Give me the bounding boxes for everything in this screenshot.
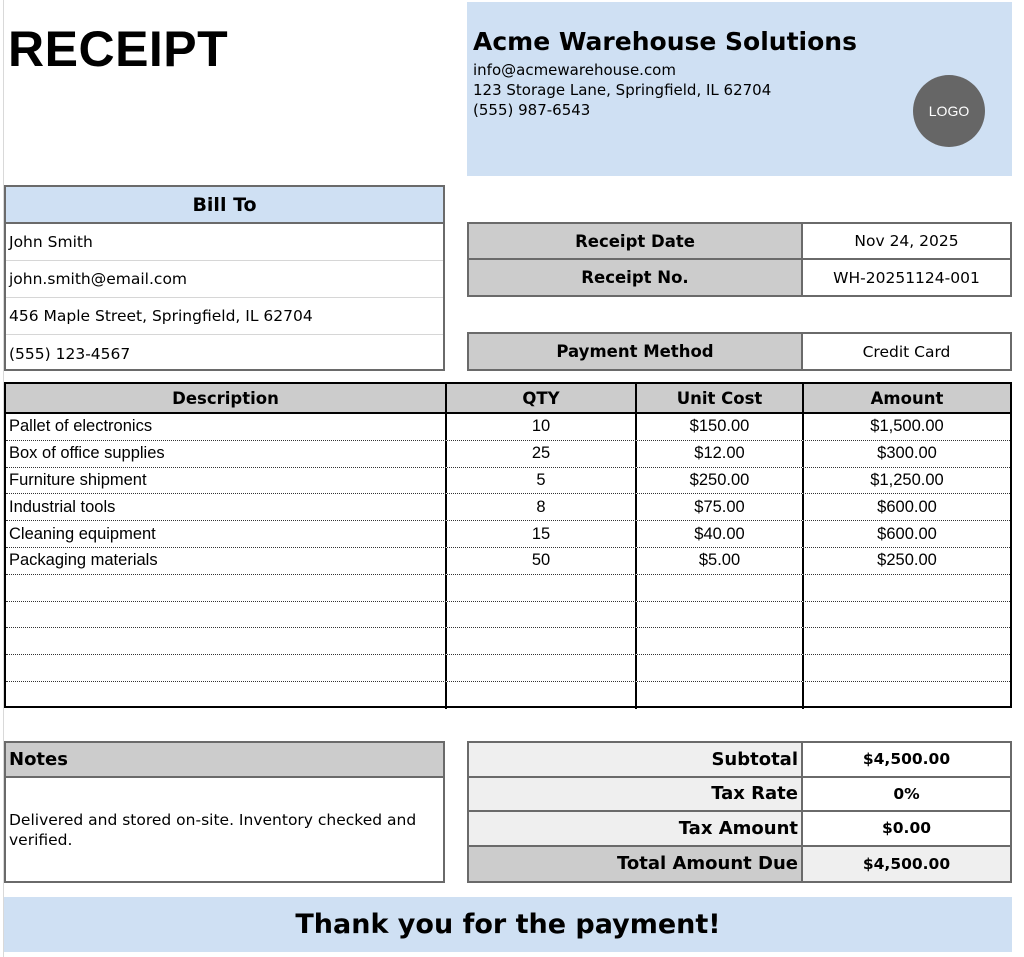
cell-unit-cost[interactable]: $75.00 <box>637 494 804 520</box>
table-row <box>6 602 1010 629</box>
cell-description[interactable]: Packaging materials <box>6 548 447 574</box>
total-due-row <box>469 847 1010 882</box>
cell-description[interactable] <box>6 655 447 681</box>
company-phone: (555) 987-6543 <box>473 101 591 119</box>
notes-heading: Notes <box>6 743 443 778</box>
bill-to-section <box>4 185 445 371</box>
cell-amount[interactable] <box>804 628 1010 654</box>
cell-qty[interactable]: 5 <box>447 468 637 494</box>
logo-text: LOGO <box>928 103 970 119</box>
total-due-value[interactable]: $4,500.00 <box>803 847 1010 882</box>
receipt-no-row <box>469 260 1010 295</box>
table-row <box>6 521 1010 548</box>
cell-qty[interactable] <box>447 575 637 601</box>
items-table-header <box>6 384 1010 414</box>
company-email: info@acmewarehouse.com <box>473 61 676 79</box>
cell-qty[interactable]: 25 <box>447 441 637 467</box>
cell-unit-cost[interactable] <box>637 628 804 654</box>
tax-rate-row <box>469 778 1010 813</box>
cell-qty[interactable] <box>447 602 637 628</box>
table-row <box>6 441 1010 468</box>
notes-text[interactable]: Delivered and stored on-site. Inventory checked and verified. <box>9 811 417 849</box>
subtotal-row <box>469 743 1010 778</box>
header-description: Description <box>6 384 447 412</box>
cell-description[interactable]: Furniture shipment <box>6 468 447 494</box>
tax-rate-value[interactable]: 0% <box>893 784 920 803</box>
cell-unit-cost[interactable]: $5.00 <box>637 548 804 574</box>
cell-description[interactable] <box>6 628 447 654</box>
totals-table <box>467 741 1012 883</box>
table-row <box>6 628 1010 655</box>
header-qty: QTY <box>447 384 637 412</box>
company-name: Acme Warehouse Solutions <box>473 27 857 56</box>
bill-to-email[interactable]: john.smith@email.com <box>6 261 443 298</box>
table-row <box>6 548 1010 575</box>
receipt-title: RECEIPT <box>8 21 229 77</box>
cell-description[interactable]: Box of office supplies <box>6 441 447 467</box>
cell-unit-cost[interactable]: $12.00 <box>637 441 804 467</box>
receipt-date-label: Receipt Date <box>469 224 803 258</box>
tax-rate-label: Tax Rate <box>469 778 803 811</box>
cell-unit-cost[interactable]: $40.00 <box>637 521 804 547</box>
cell-qty[interactable] <box>447 655 637 681</box>
receipt-date-value[interactable]: Nov 24, 2025 <box>803 224 1010 258</box>
table-row <box>6 414 1010 441</box>
receipt-date-row <box>469 224 1010 260</box>
cell-qty[interactable] <box>447 682 637 709</box>
cell-qty[interactable]: 8 <box>447 494 637 520</box>
cell-amount[interactable]: $250.00 <box>877 551 937 570</box>
cell-amount[interactable] <box>804 682 1010 709</box>
cell-qty[interactable] <box>447 628 637 654</box>
items-table-body <box>6 414 1010 709</box>
table-row <box>6 655 1010 682</box>
cell-unit-cost[interactable] <box>637 655 804 681</box>
payment-method-value[interactable]: Credit Card <box>803 334 1010 369</box>
cell-unit-cost[interactable] <box>637 575 804 601</box>
payment-method-row <box>467 332 1012 371</box>
table-row <box>6 468 1010 495</box>
receipt-meta-table <box>467 222 1012 297</box>
cell-description[interactable] <box>6 682 447 709</box>
subtotal-value[interactable]: $4,500.00 <box>862 750 951 769</box>
cell-qty[interactable]: 50 <box>447 548 637 574</box>
bill-to-heading: Bill To <box>6 187 443 224</box>
company-address: 123 Storage Lane, Springfield, IL 62704 <box>473 81 772 99</box>
subtotal-label: Subtotal <box>469 743 803 776</box>
cell-amount[interactable] <box>804 655 1010 681</box>
cell-unit-cost[interactable]: $250.00 <box>637 468 804 494</box>
company-logo <box>913 75 985 147</box>
cell-amount[interactable]: $600.00 <box>877 497 937 516</box>
table-row <box>6 494 1010 521</box>
cell-amount[interactable]: $600.00 <box>877 524 937 543</box>
cell-description[interactable]: Industrial tools <box>6 494 447 520</box>
header-amount: Amount <box>870 388 944 408</box>
table-row <box>6 575 1010 602</box>
cell-unit-cost[interactable]: $150.00 <box>637 414 804 440</box>
tax-amount-row <box>469 812 1010 847</box>
bill-to-phone[interactable]: (555) 123-4567 <box>9 344 131 363</box>
cell-description[interactable] <box>6 602 447 628</box>
notes-section <box>4 741 445 883</box>
cell-amount[interactable]: $1,500.00 <box>870 417 944 436</box>
tax-amount-label: Tax Amount <box>469 812 803 845</box>
cell-qty[interactable]: 10 <box>447 414 637 440</box>
receipt-no-label: Receipt No. <box>469 260 803 295</box>
cell-description[interactable]: Cleaning equipment <box>6 521 447 547</box>
cell-amount[interactable] <box>804 602 1010 628</box>
tax-amount-value[interactable]: $0.00 <box>881 819 932 838</box>
cell-amount[interactable]: $300.00 <box>877 444 937 463</box>
total-due-label: Total Amount Due <box>469 847 803 882</box>
bill-to-address[interactable]: 456 Maple Street, Springfield, IL 62704 <box>6 298 443 335</box>
table-row <box>6 682 1010 709</box>
cell-unit-cost[interactable] <box>637 602 804 628</box>
receipt-no-value[interactable]: WH-20251124-001 <box>803 260 1010 295</box>
cell-amount[interactable]: $1,250.00 <box>870 470 944 489</box>
cell-unit-cost[interactable] <box>637 682 804 709</box>
items-table <box>4 382 1012 708</box>
cell-description[interactable] <box>6 575 447 601</box>
header-unit-cost: Unit Cost <box>637 384 804 412</box>
bill-to-name[interactable]: John Smith <box>6 224 443 261</box>
cell-amount[interactable] <box>804 575 1010 601</box>
cell-description[interactable]: Pallet of electronics <box>6 414 447 440</box>
cell-qty[interactable]: 15 <box>447 521 637 547</box>
payment-method-label: Payment Method <box>469 334 803 369</box>
thank-you-banner: Thank you for the payment! <box>4 897 1012 952</box>
